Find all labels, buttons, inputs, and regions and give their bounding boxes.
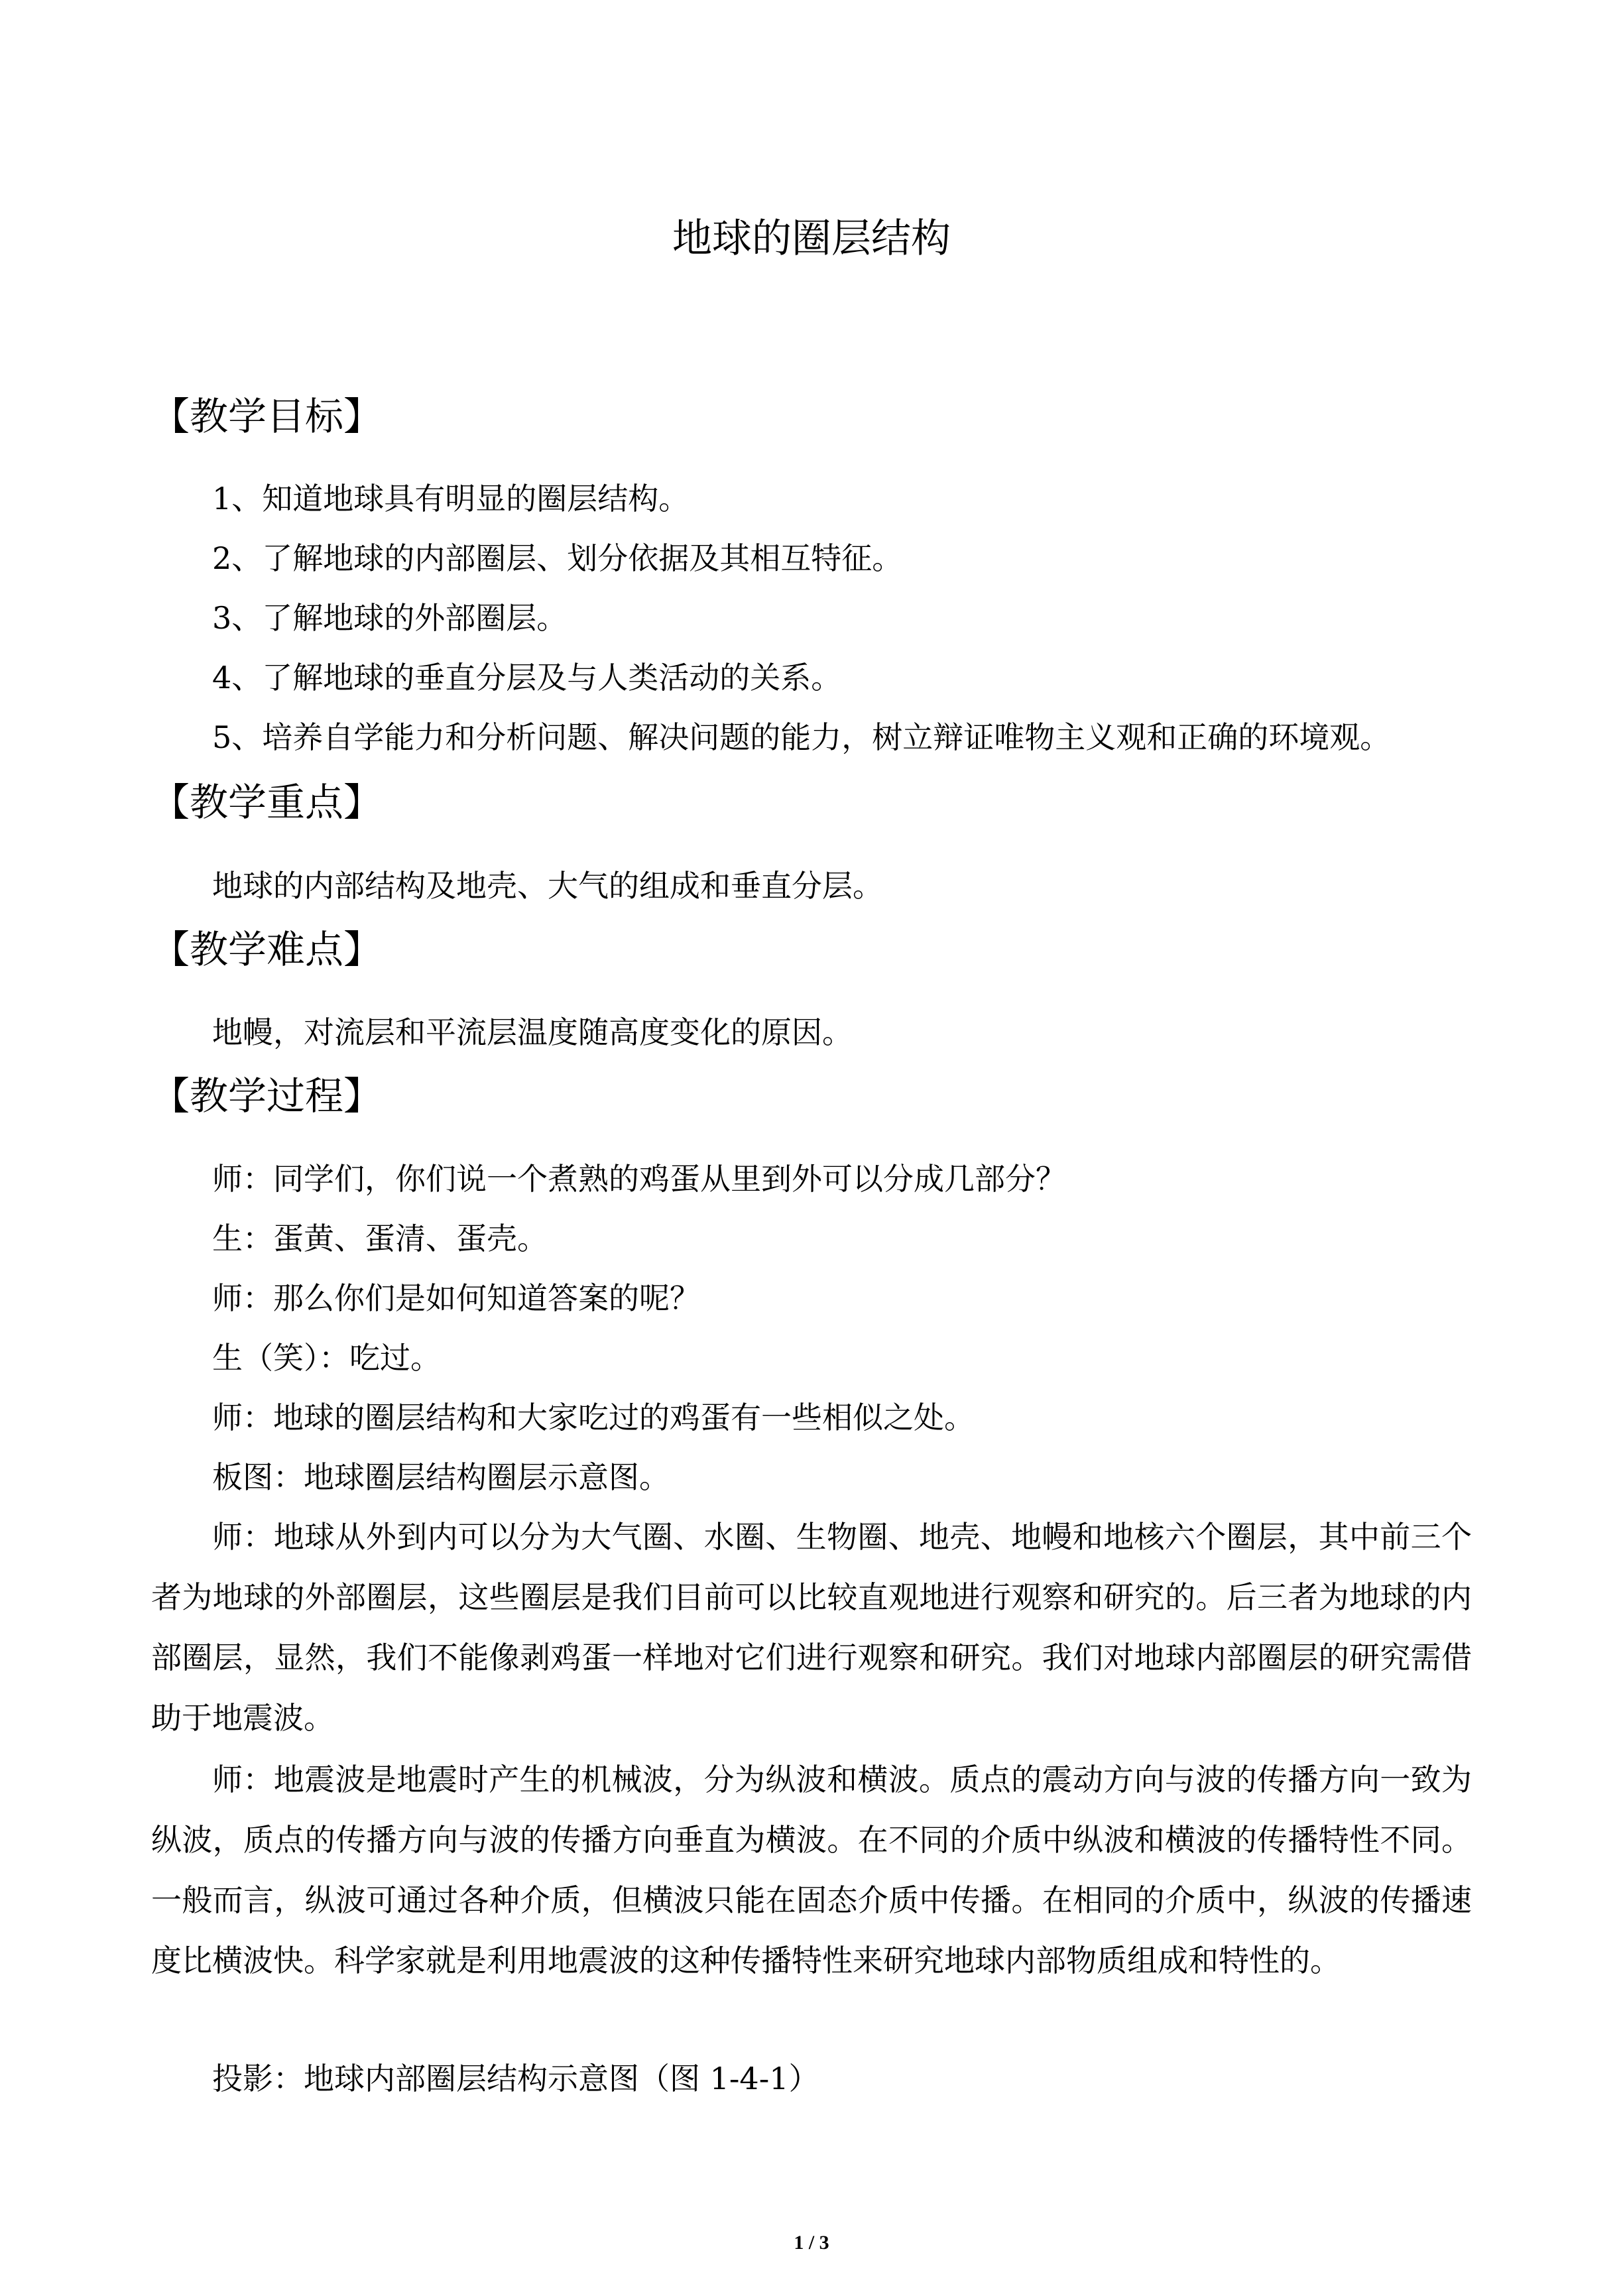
key-points-text: 地球的内部结构及地壳、大气的组成和垂直分层。: [212, 868, 883, 904]
section-heading-difficulties: 【教学难点】: [151, 927, 383, 972]
dialogue-line-3: 师：那么你们是如何知道答案的呢？: [212, 1280, 700, 1316]
dialogue-line-4: 生（笑）：吃过。: [212, 1340, 441, 1376]
page-title: 地球的圈层结构: [672, 215, 951, 262]
section-heading-key-points: 【教学重点】: [151, 780, 383, 825]
process-paragraph-1: 师：地球从外到内可以分为大气圈、水圈、生物圈、地壳、地幔和地核六个圈层，其中前三个者为地球的外部圈层，这些圈层是我们目前可以比较直观地进行观察和研究的。后三者为地球的内部圈层，显然，我们不能像剥鸡蛋一样地对它们进行观察和研究。我们对地球内部圈层的研究需借助于地震波。: [151, 1519, 1472, 1736]
page-number: 1 / 3: [794, 2232, 829, 2254]
dialogue-line-6: 板图：地球圈层结构圈层示意图。: [212, 1459, 670, 1495]
dialogue-line-5: 师：地球的圈层结构和大家吃过的鸡蛋有一些相似之处。: [212, 1400, 975, 1435]
objective-item-2: 2、了解地球的内部圈层、划分依据及其相互特征。: [212, 540, 903, 576]
dialogue-line-1: 师：同学们，你们说一个煮熟的鸡蛋从里到外可以分成几部分？: [212, 1161, 1066, 1197]
process-paragraph-2: 师：地震波是地震时产生的机械波，分为纵波和横波。质点的震动方向与波的传播方向一致为纵波，质点的传播方向与波的传播方向垂直为横波。在不同的介质中纵波和横波的传播特性不同。一般而言，纵波可通过各种介质，但横波只能在固态介质中传播。在相同的介质中，纵波的传播速度比横波快。科学家就是利用地震波的这种传播特性来研究地球内部物质组成和特性的。: [151, 1762, 1472, 1978]
dialogue-line-2: 生：蛋黄、蛋清、蛋壳。: [212, 1221, 548, 1256]
section-heading-objectives: 【教学目标】: [151, 394, 383, 439]
objective-item-1: 1、知道地球具有明显的圈层结构。: [212, 481, 690, 516]
projection-line: 投影：地球内部圈层结构示意图（图 1-4-1）: [212, 2061, 819, 2096]
objective-item-5: 5、培养自学能力和分析问题、解决问题的能力，树立辩证唯物主义观和正确的环境观。: [212, 719, 1391, 755]
objective-item-4: 4、了解地球的垂直分层及与人类活动的关系。: [212, 660, 842, 695]
objective-item-3: 3、了解地球的外部圈层。: [212, 600, 568, 636]
section-heading-process: 【教学过程】: [151, 1073, 383, 1118]
difficulties-text: 地幔，对流层和平流层温度随高度变化的原因。: [212, 1014, 853, 1050]
